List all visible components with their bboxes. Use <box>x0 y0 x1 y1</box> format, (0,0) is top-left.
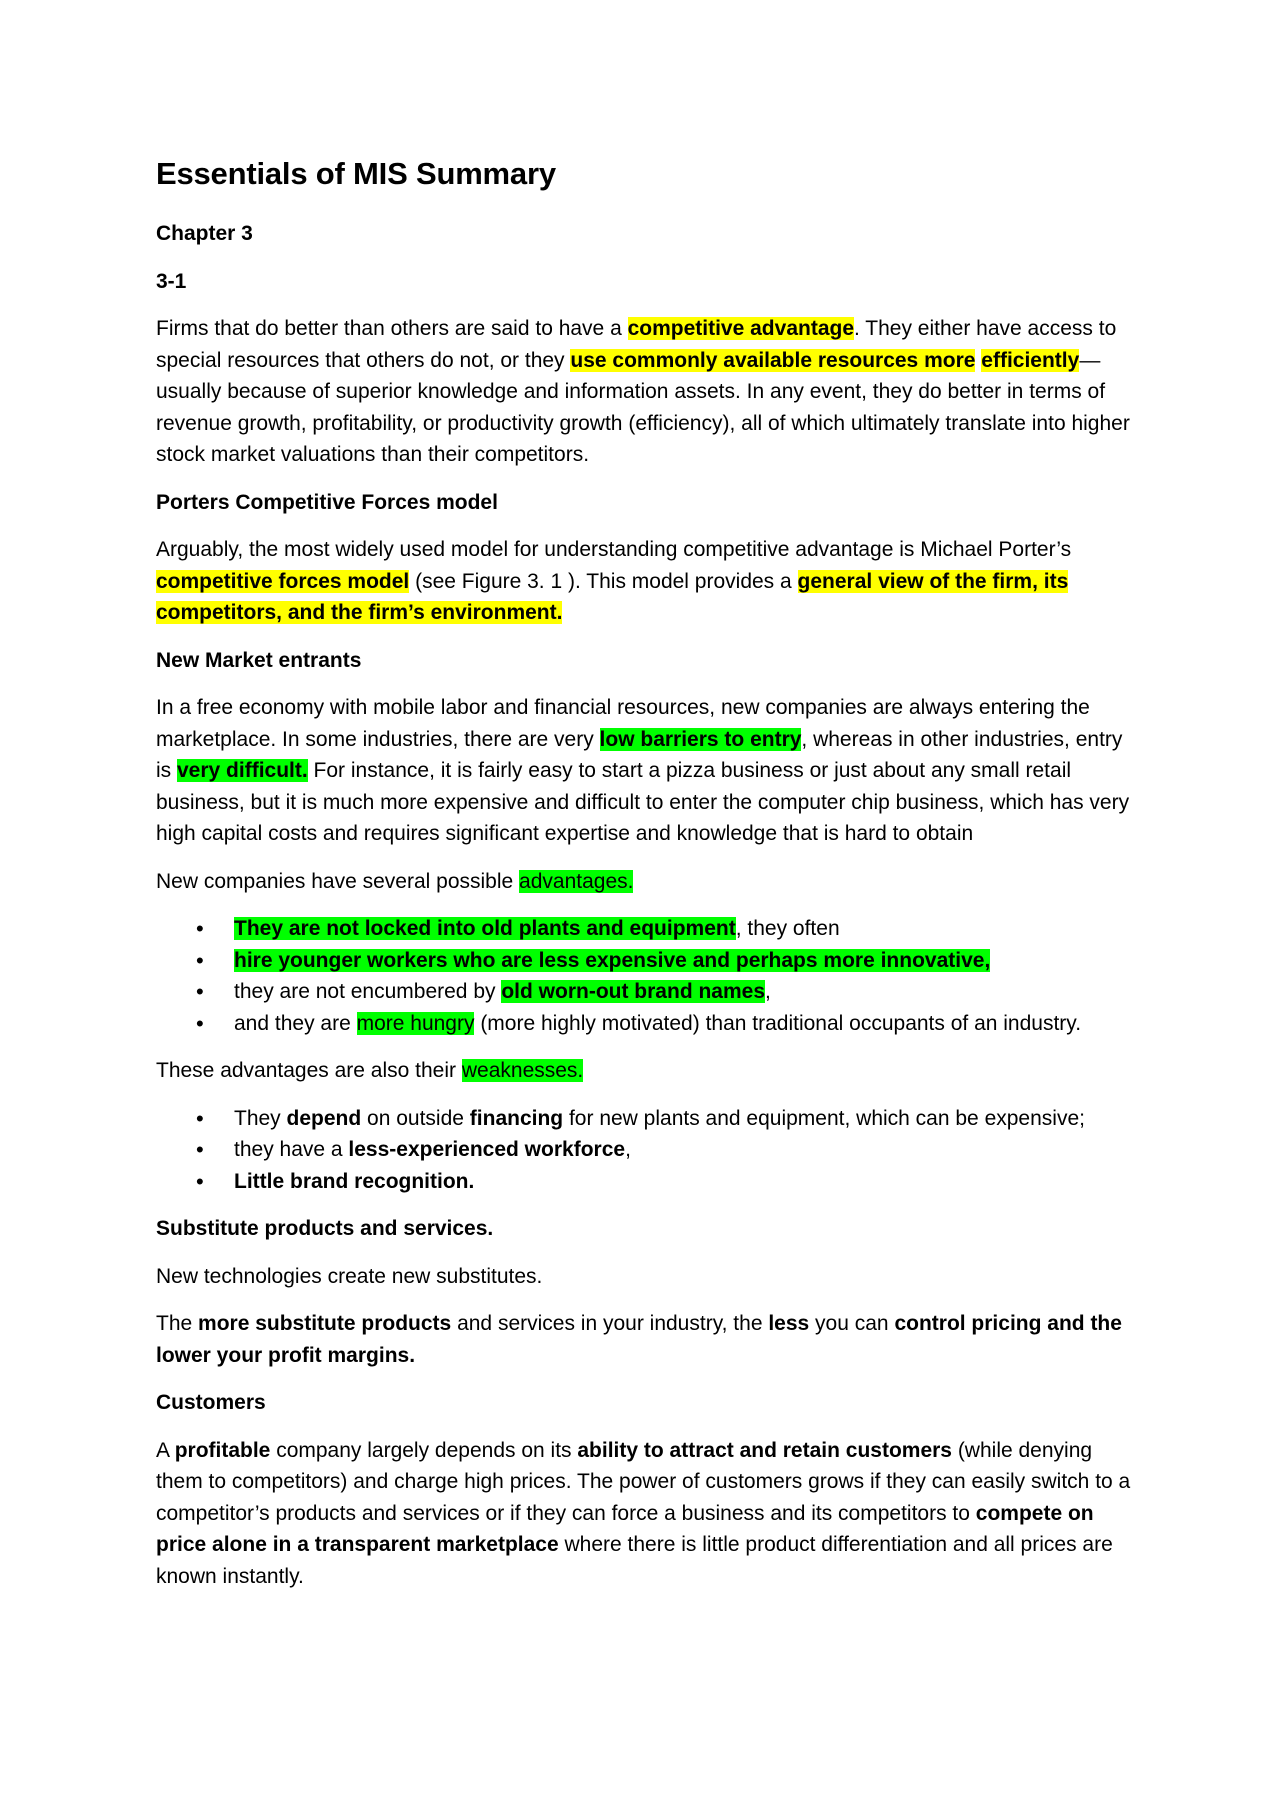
section-heading: 3-1 <box>156 269 187 293</box>
highlight-efficiently: efficiently <box>981 348 1080 372</box>
new-entrants-heading: New Market entrants <box>156 648 362 672</box>
new-entrants-paragraph: In a free economy with mobile labor and financial resources, new companies are always entering the marketplace. In some industries, there are very low barriers to entry, whereas in other industries, entry is very difficult. For instance, it is fairly easy to start a pizza business or just about any small retail business, but it is much more expensive and difficult to enter the computer chip business, which has very high capital costs and requires significant expertise and knowledge that is hard to obtain <box>156 696 1130 846</box>
highlight-use-resources: use commonly available resources more <box>570 348 976 372</box>
document-title: Essentials of MIS Summary <box>156 156 556 191</box>
substitute-heading: Substitute products and services. <box>156 1217 494 1241</box>
highlight-very-difficult: very difficult. <box>177 759 308 783</box>
list-item: • hire younger workers who are less expensive and perhaps more innovative, <box>234 945 1131 977</box>
highlight-low-barriers: low barriers to entry <box>599 727 802 751</box>
list-item: • and they are more hungry (more highly motivated) than traditional occupants of an industry. <box>234 1008 1131 1040</box>
list-item: • They are not locked into old plants and equipment, they often <box>234 913 1131 945</box>
highlight-advantages: advantages. <box>519 869 634 893</box>
competitive-advantage-paragraph: Firms that do better than others are said to have a competitive advantage. They either have access to special resources that others do not, or they use commonly available resources more efficiently—usually because of superior knowledge and information assets. In any event, they do better in terms of revenue growth, profitability, or productivity growth (efficiency), all of which ultimately translate into higher stock market valuations than their competitors. <box>156 317 1130 467</box>
chapter-heading: Chapter 3 <box>156 222 253 246</box>
customers-paragraph: A profitable company largely depends on its ability to attract and retain customers (while denying them to competitors) and charge high prices. The power of customers grows if they can easily switch to a competitor’s products and services or if they can force a business and its competitors to compete on price alone in a transparent marketplace where there is little product differentiation and all prices are known instantly. <box>156 1438 1131 1588</box>
substitutes-pricing-paragraph: The more substitute products and services in your industry, the less you can control pricing and the lower your profit margins. <box>156 1312 1122 1367</box>
customers-heading: Customers <box>156 1391 266 1415</box>
list-item: • they are not encumbered by old worn-out brand names, <box>234 976 1131 1008</box>
highlight-competitive-advantage: competitive advantage <box>627 317 854 341</box>
list-item: • They depend on outside financing for new plants and equipment, which can be expensive; <box>234 1103 1131 1135</box>
advantages-list <box>156 913 1131 1039</box>
list-item: • they have a less-experienced workforce, <box>234 1134 1131 1166</box>
highlight-competitive-forces-model: competitive forces model <box>156 569 410 593</box>
highlight-weaknesses: weaknesses. <box>461 1059 584 1083</box>
porters-heading: Porters Competitive Forces model <box>156 490 498 514</box>
document-page <box>156 155 1131 1608</box>
substitutes-paragraph: New technologies create new substitutes. <box>156 1264 543 1288</box>
weaknesses-intro: These advantages are also their weaknesses. <box>156 1059 584 1083</box>
highlight-general-view: general view of the firm, its competitors, and the firm’s environment. <box>156 569 1069 625</box>
list-item: • Little brand recognition. <box>234 1166 1131 1198</box>
advantages-intro: New companies have several possible advantages. <box>156 869 634 893</box>
weaknesses-list <box>156 1103 1131 1198</box>
porters-paragraph: Arguably, the most widely used model for understanding competitive advantage is Michael Porter’s competitive forces model (see Figure 3. 1 ). This model provides a general view of the firm, its competitors, and the firm’s environment. <box>156 538 1072 625</box>
